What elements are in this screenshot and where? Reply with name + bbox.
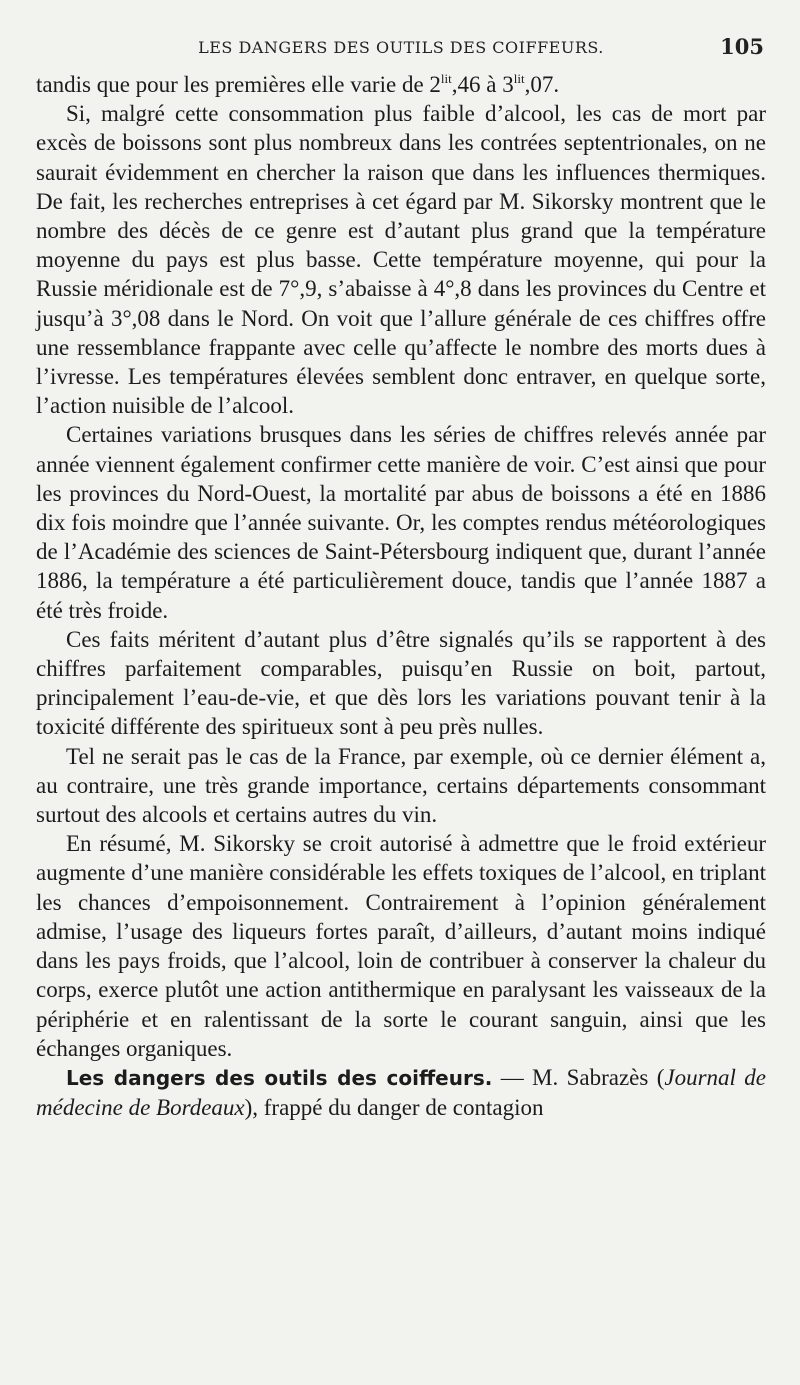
paragraph: Ces faits méritent d’autant plus d’être signalés qu’ils se rapportent à des chiffres parfaitement comparables, puisqu’en Russie on boit, partout, principalement l’eau-de-vie, et que dès lors les variations pouvant tenir à la toxicité différente des spiritueux sont à peu près nulles. [36,626,766,740]
page-header [36,30,766,70]
page-number: 105 [720,34,764,59]
paragraph-continuation: tandis que pour les premières elle varie de $2^{lit},46$ à $3^{lit},07$. [36,71,560,97]
paragraph: Certaines variations brusques dans les séries de chiffres relevés année par année viennent également confirmer cette manière de voir. C’est ainsi que pour les provinces du Nord-Ouest, la mortalité par abus de boissons a été en 1886 dix fois moindre que l’année suivante. Or, les comptes rendus météorologiques de l’Académie des sciences de Saint-Pétersbourg indiquent que, durant l’année 1886, la température a été particulièrement douce, tandis que l’année 1887 a été très froide. [36,422,766,623]
running-title: LES DANGERS DES OUTILS DES COIFFEURS. [198,38,604,57]
paragraph: Si, malgré cette consommation plus faible d’alcool, les cas de mort par excès de boissons sont plus nombreux dans les contrées septentrionales, on ne saurait évidemment en chercher la raison que dans les influences thermiques. De fait, les recherches entreprises à cet égard par M. Sikorsky montrent que le nombre des décès de ce genre est d’autant plus grand que la température moyenne du pays est plus basse. Cette température moyenne, qui pour la Russie méridionale est de 7°,9, s’abaisse à 4°,8 dans les provinces du Centre et jusqu’à 3°,08 dans le Nord. On voit que l’allure générale de ces chiffres offre une ressemblance frappante avec celle qu’affecte le nombre des morts dues à l’ivresse. Les températures élevées semblent donc entraver, en quelque sorte, l’action nuisible de l’alcool. [36,101,766,419]
section-paragraph: Les dangers des outils des coiffeurs. — M. Sabrazès (Journal de médecine de Bordeaux), frappé du danger de contagion [36,1064,766,1121]
journal-title: Journal de médecine de Bordeaux [36,1064,766,1121]
body-text [36,70,766,1122]
paragraph: Tel ne serait pas le cas de la France, par exemple, où ce dernier élément a, au contraire, une très grande importance, certains départements consommant surtout des alcools et certains autres du vin. [36,743,766,828]
section-title: Les dangers des outils des coiffeurs. [66,1065,493,1090]
paragraph: En résumé, M. Sikorsky se croit autorisé à admettre que le froid extérieur augmente d’une manière considérable les effets toxiques de l’alcool, en triplant les chances d’empoisonnement. Contrairement à l’opinion généralement admise, l’usage des liqueurs fortes paraît, d’ailleurs, d’autant moins indiqué dans les pays froids, que l’alcool, loin de contribuer à conserver la chaleur du corps, exerce plutôt une action antithermique en paralysant les vaisseaux de la périphérie et en ralentissant de la sorte le courant sanguin, ainsi que les échanges organiques. [36,831,766,1061]
